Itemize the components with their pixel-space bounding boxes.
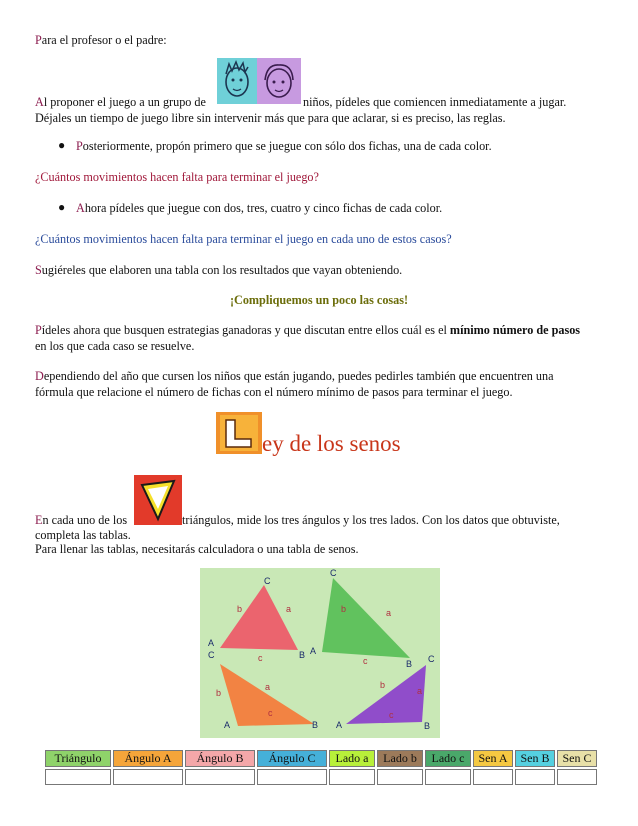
label-t2-A: A [310, 646, 317, 656]
label-t1-a: a [286, 604, 292, 614]
label-t2-B: B [406, 659, 413, 669]
sines-table [43, 748, 599, 787]
para5-line2: completa las tablas. [35, 528, 131, 542]
para5-line3: Para llenar las tablas, necesitarás calculadora o una tabla de senos. [35, 542, 359, 556]
bullet1-rest: osteriormente, propón primero que se juegue con sólo dos fichas, una de cada color. [82, 139, 492, 153]
table-cell[interactable] [185, 769, 255, 785]
question2 [35, 231, 452, 247]
table-cell[interactable] [515, 769, 555, 785]
header-sen-c: Sen C [557, 750, 597, 767]
table-cell[interactable] [257, 769, 327, 785]
bullet2-text [76, 200, 442, 216]
question1-rest: uántos movimientos hacen falta para terminar el juego? [48, 170, 319, 184]
label-t2-b: b [341, 604, 347, 614]
label-t2-a: a [386, 608, 392, 618]
table-row [45, 769, 597, 785]
label-t4-C: C [428, 654, 435, 664]
table-cell[interactable] [473, 769, 513, 785]
drop-letter: P [35, 33, 42, 47]
bullet1-text [76, 138, 492, 154]
label-t3-b: b [216, 688, 222, 698]
para3-rest: ídeles ahora que busquen estrategias ganadoras y que discutan entre ellos cuál es el [41, 323, 447, 337]
label-t4-c: c [389, 710, 394, 720]
drop-letter: A [35, 95, 44, 109]
label-t1-A: A [208, 638, 215, 648]
para5-before: n cada uno de los [42, 513, 128, 527]
triangle-icon-image [134, 475, 182, 525]
children-faces-image [217, 58, 301, 104]
label-t4-b: b [380, 680, 386, 690]
para2 [35, 262, 402, 278]
table-cell[interactable] [45, 769, 111, 785]
header-angulo-b: Ángulo B [185, 750, 255, 767]
header-angulo-a: Ángulo A [113, 750, 183, 767]
letter-l-image [216, 412, 262, 454]
intro-line [35, 32, 167, 48]
question2-rest: uántos movimientos hacen falta para terminar el juego en cada uno de estos casos? [48, 232, 452, 246]
header-angulo-c: Ángulo C [257, 750, 327, 767]
bullet-dot: ● [58, 200, 66, 214]
drop-letter: E [35, 513, 43, 527]
bullet2-rest: hora pídeles que juegue con dos, tres, cuatro y cinco fichas de cada color. [84, 201, 443, 215]
label-t3-C: C [208, 650, 215, 660]
para3-line1 [35, 322, 580, 338]
section-heading: ¡Compliquemos un poco las cosas! [229, 293, 409, 307]
table-cell[interactable] [113, 769, 183, 785]
header-lado-c: Lado c [425, 750, 471, 767]
header-triangulo: Triángulo [45, 750, 111, 767]
para2-rest: ugiéreles que elaboren una tabla con los resultados que vayan obteniendo. [41, 263, 403, 277]
para4-rest: ependiendo del año que cursen los niños que están jugando, puedes pedirles también que encuentren una [43, 369, 554, 383]
table-cell[interactable] [329, 769, 375, 785]
header-sen-a: Sen A [473, 750, 513, 767]
label-t4-B: B [424, 721, 431, 731]
table-cell[interactable] [425, 769, 471, 785]
label-t4-A: A [336, 720, 343, 730]
label-t3-B: B [312, 720, 319, 730]
drop-letter: A [76, 201, 85, 215]
label-t1-B: B [299, 650, 306, 660]
para4-line1 [35, 368, 554, 384]
label-t4-a: a [417, 686, 423, 696]
header-lado-a: Lado a [329, 750, 375, 767]
para3-bold: mínimo número de pasos [449, 323, 581, 337]
para4-line2: fórmula que relacione el número de fichas con el número mínimo de pasos para terminar el juego. [35, 385, 513, 399]
question1-first: ¿C [35, 170, 49, 184]
para1-after: niños, pídeles que comiencen inmediatamente a jugar. [303, 95, 567, 109]
drop-letter: S [35, 263, 42, 277]
triangles-figure [200, 568, 440, 738]
label-t1-c: c [258, 653, 263, 663]
para1-before: l proponer el juego a un grupo de [43, 95, 206, 109]
para3-line2: en los que cada caso se resuelve. [35, 339, 195, 353]
label-t3-c: c [268, 708, 273, 718]
header-sen-b: Sen B [515, 750, 555, 767]
para5-after: triángulos, mide los tres ángulos y los tres lados. Con los datos que obtuviste, [182, 513, 560, 527]
intro-text: ara el profesor o el padre: [41, 33, 167, 47]
label-t1-C: C [264, 576, 271, 586]
table-cell[interactable] [557, 769, 597, 785]
bullet-dot: ● [58, 138, 66, 152]
label-t3-A: A [224, 720, 231, 730]
drop-letter: P [35, 323, 42, 337]
label-t3-a: a [265, 682, 271, 692]
drop-letter: D [35, 369, 44, 383]
drop-letter: P [76, 139, 83, 153]
header-lado-b: Lado b [377, 750, 423, 767]
table-header-row [45, 750, 597, 767]
para1-line1 [35, 94, 206, 110]
label-t1-b: b [237, 604, 243, 614]
label-t2-c: c [363, 656, 368, 666]
para5-line1 [35, 512, 127, 528]
section-title: ey de los senos [262, 431, 401, 456]
para1-line2: Déjales un tiempo de juego libre sin intervenir más que para que aclarar, si es preciso, las reglas. [35, 111, 506, 125]
question1 [35, 169, 319, 185]
label-t2-C: C [330, 568, 337, 578]
table-cell[interactable] [377, 769, 423, 785]
question2-first: ¿C [35, 232, 49, 246]
